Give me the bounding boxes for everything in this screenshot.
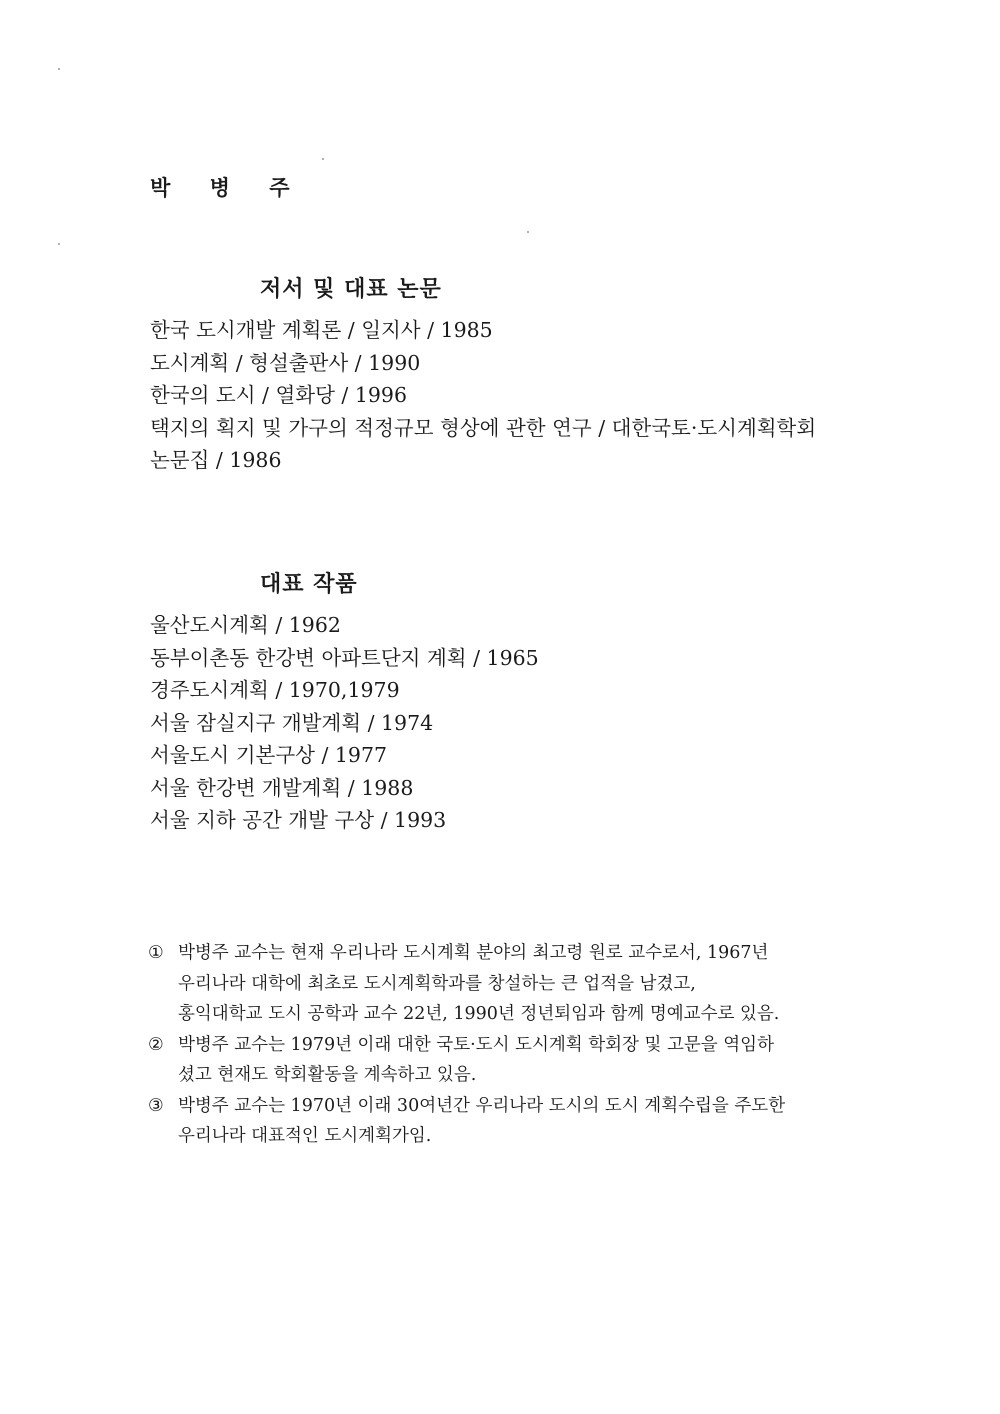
scan-speck <box>527 231 529 233</box>
work-item: 동부이촌동 한강변 아파트단지 계획 / 1965 <box>150 645 539 670</box>
publications-list <box>150 314 870 477</box>
note-line: 우리나라 대학에 최초로 도시계획학과를 창설하는 큰 업적을 남겼고, <box>178 973 696 994</box>
work-item: 울산도시계획 / 1962 <box>150 613 341 637</box>
note-number: ② <box>148 1034 164 1055</box>
note-item <box>148 1030 868 1091</box>
work-item: 서울 지하 공간 개발 구상 / 1993 <box>150 808 447 832</box>
note-line: 박병주 교수는 1970년 이래 30여년간 우리나라 도시의 도시 계획수립을 주도한 <box>178 1095 786 1116</box>
publication-item: 한국 도시개발 계획론 / 일지사 / 1985 <box>150 318 493 342</box>
works-list <box>150 609 870 837</box>
scan-speck <box>322 158 324 160</box>
note-line: 셨고 현재도 학회활동을 계속하고 있음. <box>178 1065 477 1085</box>
publication-item: 논문집 / 1986 <box>150 448 282 472</box>
note-number: ③ <box>148 1095 164 1116</box>
note-item <box>148 938 868 1030</box>
notes-list <box>148 938 868 1152</box>
note-line: 홍익대학교 도시 공학과 교수 22년, 1990년 정년퇴임과 함께 명예교수로 있음. <box>178 1004 780 1024</box>
author-name: 박 병 주 <box>150 175 306 200</box>
note-line: 박병주 교수는 현재 우리나라 도시계획 분야의 최고령 원로 교수로서, 1967년 <box>178 943 769 963</box>
note-item <box>148 1091 868 1152</box>
work-item: 서울도시 기본구상 / 1977 <box>150 743 388 767</box>
publication-item: 도시계획 / 형설출판사 / 1990 <box>150 350 421 375</box>
works-heading: 대표 작품 <box>260 571 358 597</box>
work-item: 서울 잠실지구 개발계획 / 1974 <box>150 710 434 735</box>
publication-item: 한국의 도시 / 열화당 / 1996 <box>150 383 407 407</box>
note-number: ① <box>148 943 164 963</box>
work-item: 서울 한강변 개발계획 / 1988 <box>150 775 414 800</box>
publication-item: 택지의 획지 및 가구의 적정규모 형상에 관한 연구 / 대한국토·도시계획학회 <box>150 415 817 440</box>
work-item: 경주도시계획 / 1970,1979 <box>150 678 400 702</box>
scan-speck <box>58 243 60 245</box>
publications-heading: 저서 및 대표 논문 <box>260 276 442 302</box>
note-line: 우리나라 대표적인 도시계획가임. <box>178 1126 432 1146</box>
scan-speck <box>58 68 60 70</box>
note-line: 박병주 교수는 1979년 이래 대한 국토·도시 도시계획 학회장 및 고문을 역임하 <box>178 1034 774 1055</box>
